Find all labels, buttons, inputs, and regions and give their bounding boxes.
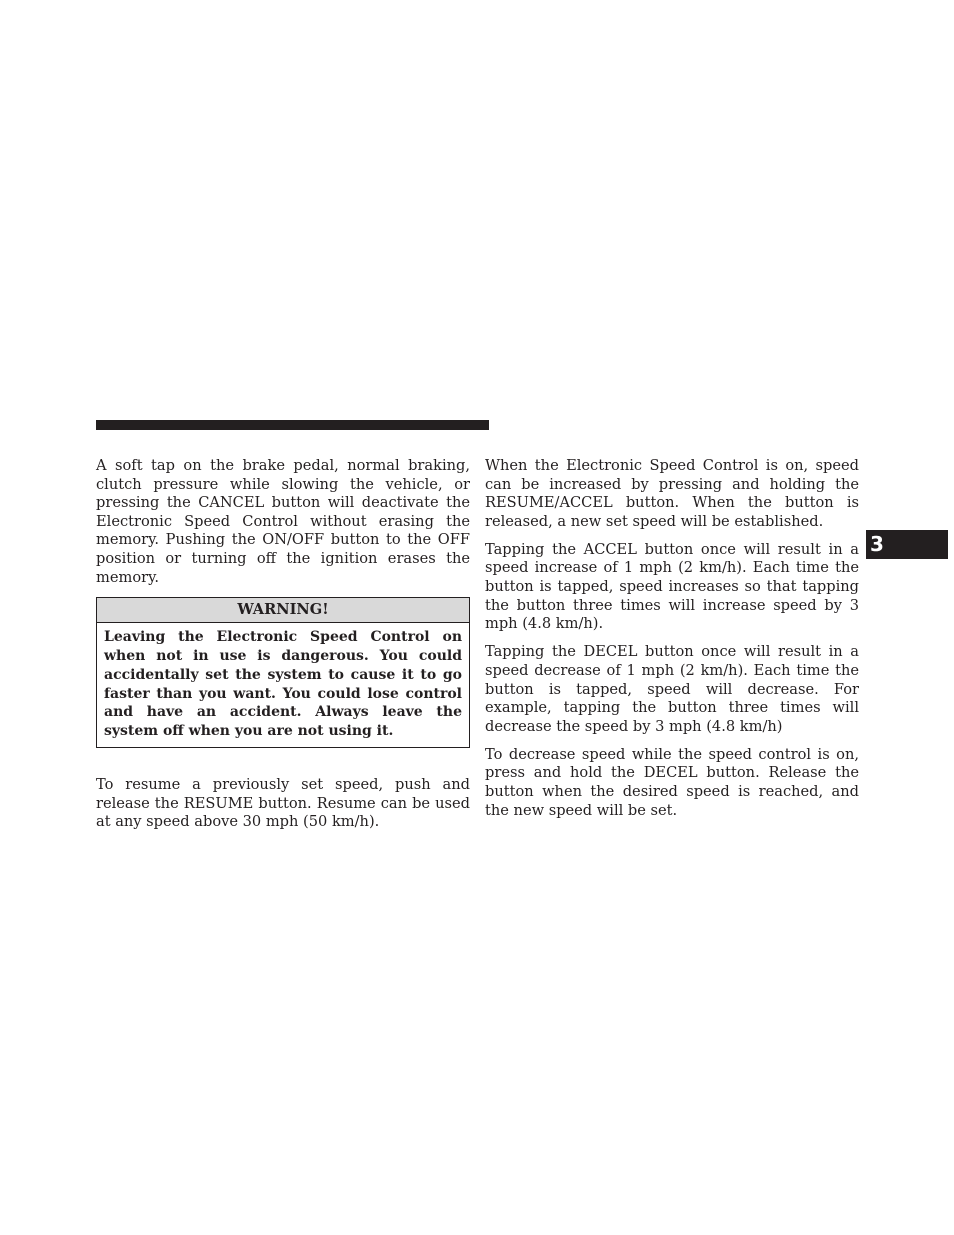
chapter-number: 3 xyxy=(870,532,884,556)
body-paragraph: To decrease speed while the speed control is on, press and hold the DECEL button. Release the button when the desired speed is reached, and the new speed will be set. xyxy=(485,745,859,819)
body-paragraph: To resume a previously set speed, push and release the RESUME button. Resume can be used at any speed above 30 mph (50 km/h). xyxy=(96,775,470,831)
body-paragraph: A soft tap on the brake pedal, normal braking, clutch pressure while slowing the vehicle, or pressing the CANCEL button will deactivate the Electronic Speed Control without erasing the memory. Pushing the ON/OFF button to the OFF position or turning off the ignition erases the memory. xyxy=(96,457,470,586)
right-column xyxy=(485,457,859,830)
section-rule xyxy=(96,420,489,430)
body-paragraph: Tapping the DECEL button once will result in a speed decrease of 1 mph (2 km/h). Each time the button is tapped, speed will decrease. For example, tapping the button three times will decrease the speed by 3 mph (4.8 km/h) xyxy=(485,643,859,735)
body-paragraph: When the Electronic Speed Control is on, speed can be increased by pressing and holding the RESUME/ACCEL button. When the button is released, a new set speed will be established. xyxy=(485,457,859,530)
warning-box xyxy=(96,597,470,748)
warning-body: Leaving the Electronic Speed Control on when not in use is dangerous. You could accidentally set the system to cause it to go faster than you want. You could lose control and have an accident. Always leave the system off when you are not using it. xyxy=(104,629,462,740)
body-paragraph: Tapping the ACCEL button once will result in a speed increase of 1 mph (2 km/h). Each time the button is tapped, speed increases so that tapping the button three times will increase speed by 3 mph (4.8 km/h). xyxy=(485,540,859,633)
left-column xyxy=(96,457,470,841)
warning-title: WARNING! xyxy=(97,598,469,623)
chapter-tab xyxy=(866,530,948,559)
